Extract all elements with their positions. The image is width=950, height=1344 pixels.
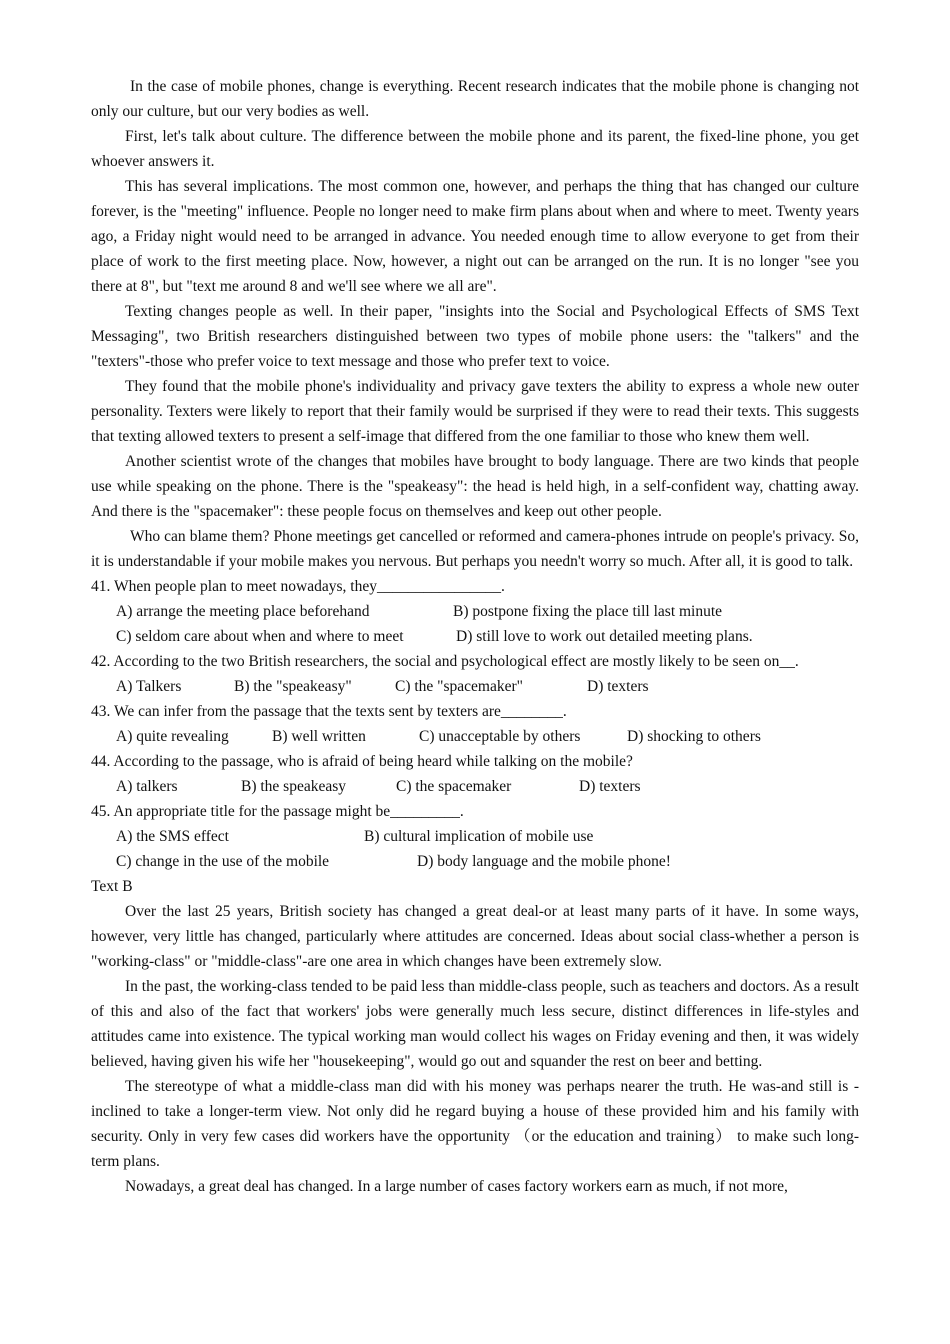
text-b-paragraph-2: In the past, the working-class tended to be paid less than middle-class people, such as teachers and doctors. As a result of this and also of the fact that workers' jobs were generally much less secure, distinct differences in life-styles and attitudes came into existence. The typical working man would collect his wages on Friday evening and then, it was widely believed, having given his wife her "housekeeping", would go out and squander the rest on beer and betting. [91, 978, 859, 1070]
question-41-options-row-2 [91, 624, 859, 649]
question-42-option-c: C) the "spacemaker" [395, 678, 523, 695]
question-42-stem: 42. According to the two British researchers, the social and psychological effect are mostly likely to be seen on__. [91, 653, 799, 670]
question-43-option-a: A) quite revealing [116, 728, 229, 745]
question-42-option-a: A) Talkers [116, 678, 182, 695]
question-43-option-c: C) unacceptable by others [419, 728, 581, 745]
question-43-option-b: B) well written [272, 728, 366, 745]
question-42-options-row-1 [91, 674, 859, 699]
question-41-option-b: B) postpone fixing the place till last minute [453, 603, 723, 620]
question-45-options-row-2 [91, 849, 859, 874]
question-42-option-b: B) the "speakeasy" [234, 678, 352, 695]
question-43-option-d: D) shocking to others [627, 728, 761, 745]
text-a-paragraph-6: Another scientist wrote of the changes that mobiles have brought to body language. There are two kinds that people use while speaking on the phone. There is the "speakeasy": the head is held high, in a self-confident way, chatting away. And there is the "spacemaker": these people focus on themselves and keep out other people. [91, 453, 859, 520]
document-page [91, 74, 859, 1199]
question-41-stem: 41. When people plan to meet nowadays, they________________. [91, 578, 505, 595]
question-44-option-c: C) the spacemaker [396, 778, 512, 795]
text-a-paragraph-2: First, let's talk about culture. The difference between the mobile phone and its parent, the fixed-line phone, you get whoever answers it. [91, 128, 859, 170]
question-45-option-c: C) change in the use of the mobile [116, 853, 330, 870]
text-a-paragraph-3: This has several implications. The most common one, however, and perhaps the thing that has changed our culture forever, is the "meeting" influence. People no longer need to make firm plans about when and where to meet. Twenty years ago, a Friday night would need to be arranged in advance. You needed enough time to allow everyone to get from their place of work to the first meeting place. Now, however, a night out can be arranged on the run. It is no longer "see you there at 8", but "text me around 8 and we'll see where we all are". [91, 178, 859, 295]
question-45-stem: 45. An appropriate title for the passage might be_________. [91, 803, 464, 820]
text-a-paragraph-4: Texting changes people as well. In their paper, "insights into the Social and Psychological Effects of SMS Text Messaging", two British researchers distinguished between two types of mobile phone users: the "talkers" and the "texters"-those who prefer voice to text message and those who prefer text to voice. [91, 303, 859, 370]
question-41-option-a: A) arrange the meeting place beforehand [116, 603, 370, 620]
text-a-paragraph-1: In the case of mobile phones, change is everything. Recent research indicates that the mobile phone is changing not only our culture, but our very bodies as well. [91, 78, 859, 120]
question-44-option-d: D) texters [579, 778, 641, 795]
question-44-option-a: A) talkers [116, 778, 178, 795]
text-a-paragraph-5: They found that the mobile phone's individuality and privacy gave texters the ability to express a whole new outer personality. Texters were likely to report that their family would be surprised if they were to read their texts. This suggests that texting allowed texters to present a self-image that differed from the one familiar to those who knew them well. [91, 378, 859, 445]
question-41-option-d: D) still love to work out detailed meeting plans. [456, 628, 753, 645]
question-43-stem: 43. We can infer from the passage that the texts sent by texters are________. [91, 703, 567, 720]
text-b-paragraph-1: Over the last 25 years, British society has changed a great deal-or at least many parts of it have. In some ways, however, very little has changed, particularly where attitudes are concerned. Ideas about social class-whether a person is "working-class" or "middle-class"-are one area in which changes have been extremely slow. [91, 903, 859, 970]
question-44-option-b: B) the speakeasy [241, 778, 347, 795]
question-42-option-d: D) texters [587, 678, 649, 695]
text-b-paragraph-3: The stereotype of what a middle-class man did with his money was perhaps nearer the truth. He was-and still is - inclined to take a longer-term view. Not only did he regard buying a house of these provided him and his family with security. Only in very few cases did workers have the opportunity （or the education and training） to make such long-term plans. [91, 1078, 859, 1170]
text-b-paragraph-4: Nowadays, a great deal has changed. In a large number of cases factory workers earn as much, if not more, [125, 1178, 788, 1195]
text-a-paragraph-7: Who can blame them? Phone meetings get cancelled or reformed and camera-phones intrude on people's privacy. So, it is understandable if your mobile makes you nervous. But perhaps you needn't worry so much. After all, it is good to talk. [91, 528, 859, 570]
question-43-options-row-1 [91, 724, 859, 749]
question-45-option-a: A) the SMS effect [116, 828, 229, 845]
question-41-options-row-1 [91, 599, 859, 624]
question-45-option-d: D) body language and the mobile phone! [417, 853, 671, 870]
question-44-options-row-1 [91, 774, 859, 799]
question-45-option-b: B) cultural implication of mobile use [364, 828, 594, 845]
question-45-options-row-1 [91, 824, 859, 849]
question-44-stem: 44. According to the passage, who is afraid of being heard while talking on the mobile? [91, 753, 633, 770]
text-b-title: Text B [91, 878, 133, 895]
question-41-option-c: C) seldom care about when and where to meet [116, 628, 404, 645]
